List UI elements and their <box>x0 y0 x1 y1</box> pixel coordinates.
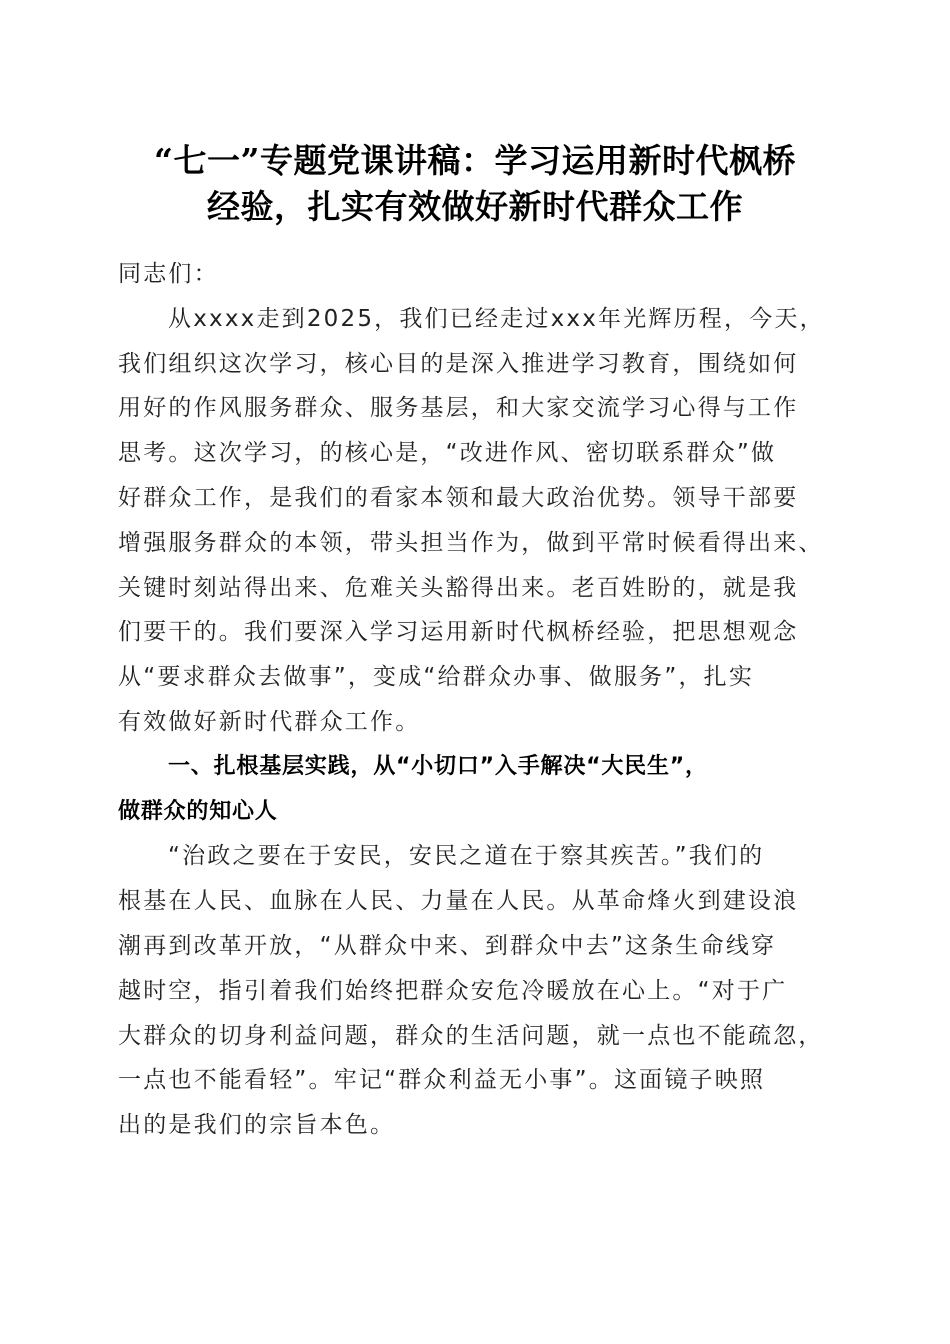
heading-line: 一、扎根基层实践，从“小切口”入手解决“大民生”， <box>168 753 708 779</box>
text-line: 从xxxx走到2025，我们已经走过xxx年光辉历程，今天， <box>168 305 825 332</box>
paragraph-intro <box>118 297 830 745</box>
text-line: 一点也不能看轻”。牢记“群众利益无小事”。这面镜子映照 <box>118 1067 766 1094</box>
heading-line: 做群众的知心人 <box>118 798 278 824</box>
title-line: “七一”专题党课讲稿：学习运用新时代枫桥 <box>154 141 796 180</box>
text-line: 大群众的切身利益问题，群众的生活问题，就一点也不能疏忽， <box>118 1022 824 1049</box>
text-line: 从“要求群众去做事”，变成“给群众办事、做服务”，扎实 <box>118 664 755 691</box>
text-line: 出的是我们的宗旨本色。 <box>118 1112 396 1139</box>
text-line: 好群众工作，是我们的看家本领和最大政治优势。领导干部要 <box>118 484 799 511</box>
text-line: 我们组织这次学习，核心目的是深入推进学习教育，围绕如何 <box>118 350 799 377</box>
text-line: 用好的作风服务群众、服务基层，和大家交流学习心得与工作 <box>118 395 799 422</box>
text-line: 潮再到改革开放，“从群众中来、到群众中去”这条生命线穿 <box>118 932 777 959</box>
text-line: “治政之要在于安民，安民之道在于察其疾苦。”我们的 <box>168 843 765 870</box>
document-body <box>118 252 830 1148</box>
title-line: 经验，扎实有效做好新时代群众工作 <box>207 187 743 226</box>
text-line: 越时空，指引着我们始终把群众安危冷暖放在心上。“对于广 <box>118 977 788 1004</box>
paragraph-section-1 <box>118 834 830 1148</box>
text-line: 思考。这次学习，的核心是，“改进作风、密切联系群众”做 <box>118 440 777 467</box>
text-line: 增强服务群众的本领，带头担当作为，做到平常时候看得出来、 <box>118 529 824 556</box>
text-line: 有效做好新时代群众工作。 <box>118 708 421 735</box>
text-line: 关键时刻站得出来、危难关头豁得出来。老百姓盼的，就是我 <box>118 574 799 601</box>
salutation: 同志们： <box>118 261 219 287</box>
text-line: 们要干的。我们要深入学习运用新时代枫桥经验，把思想观念 <box>118 619 799 646</box>
document-title <box>100 138 850 230</box>
section-heading-1 <box>118 745 830 835</box>
text-line: 根基在人民、血脉在人民、力量在人民。从革命烽火到建设浪 <box>118 888 799 915</box>
